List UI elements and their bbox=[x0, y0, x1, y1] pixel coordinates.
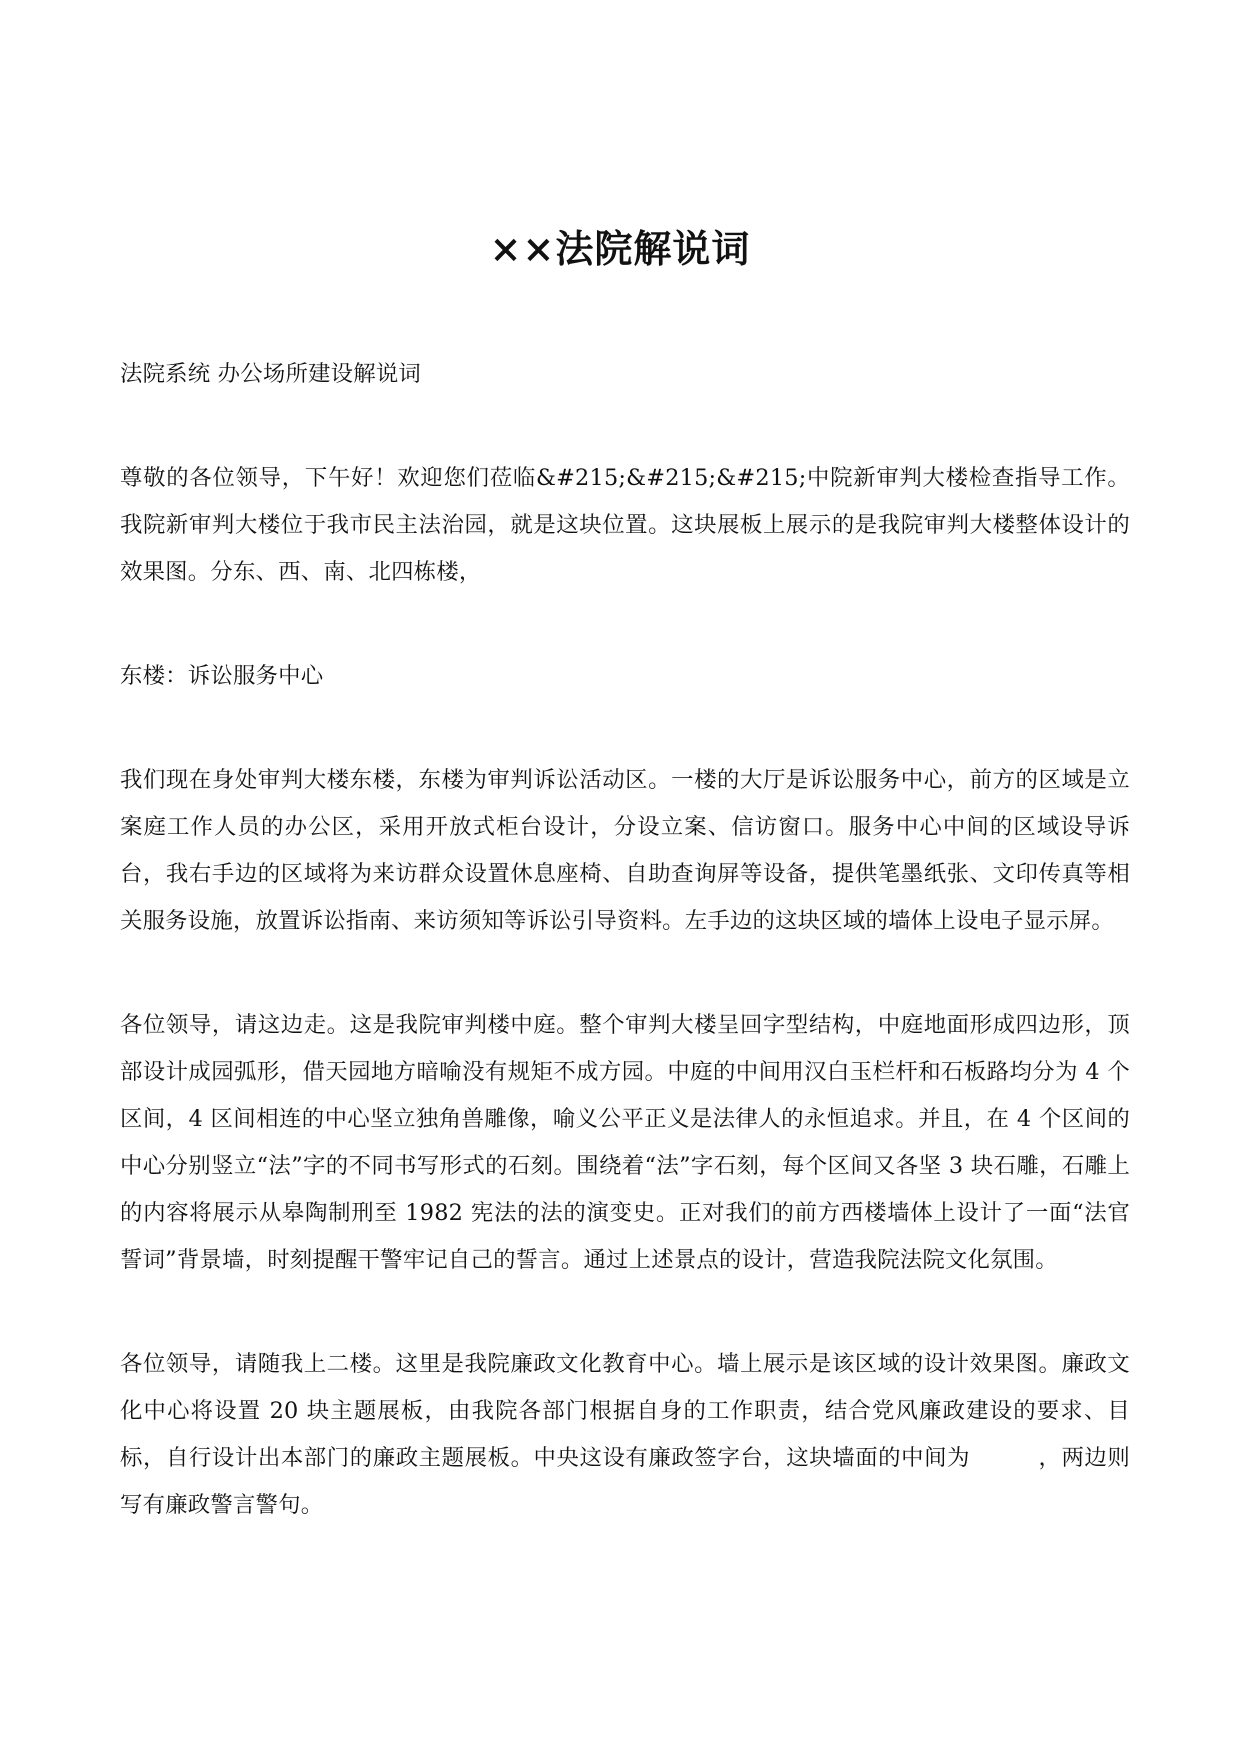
integrity-text-part-2: ，两边则写有廉政警言警句。 bbox=[120, 1445, 1130, 1518]
document-title: ××法院解说词 bbox=[489, 226, 751, 271]
paragraph-east-building-heading: 东楼：诉讼服务中心 bbox=[120, 663, 324, 689]
paragraph-courtyard: 各位领导，请这边走。这是我院审判楼中庭。整个审判大楼呈回字型结构，中庭地面形成四边形，顶部设计成园弧形，借天园地方暗喻没有规矩不成方园。中庭的中间用汉白玉栏杆和石板路均分为 4 个区间，4 区间相连的中心坚立独角兽雕像，喻义公平正义是法律人的永恒追求。并且，在 4 个区间的中心分别竖立“法”字的不同书写形式的石刻。围绕着“法”字石刻，每个区间又各坚 3 块石雕，石雕上的内容将展示从皋陶制刑至 1982 宪法的法的演变史。正对我们的前方西楼墙体上设计了一面“法官誓词”背景墙，时刻提醒干警牢记自己的誓言。通过上述景点的设计，营造我院法院文化氛围。 bbox=[120, 1012, 1130, 1273]
integrity-text-part-1: 各位领导，请随我上二楼。这里是我院廉政文化教育中心。墙上展示是该区域的设计效果图。廉政文化中心将设置 20 块主题展板，由我院各部门根据自身的工作职责，结合党风廉政建设的要求、目标，自行设计出本部门的廉政主题展板。中央这设有廉政签字台，这块墙面的中间为 bbox=[120, 1351, 1130, 1471]
subtitle-paragraph: 法院系统 办公场所建设解说词 bbox=[120, 361, 421, 387]
document-body bbox=[120, 351, 1130, 1529]
paragraph-integrity-center bbox=[120, 1341, 1130, 1529]
paragraph-east-building: 我们现在身处审判大楼东楼，东楼为审判诉讼活动区。一楼的大厅是诉讼服务中心，前方的区域是立案庭工作人员的办公区，采用开放式柜台设计，分设立案、信访窗口。服务中心中间的区域设导诉台，我右手边的区域将为来访群众设置休息座椅、自助查询屏等设备，提供笔墨纸张、文印传真等相关服务设施，放置诉讼指南、来访须知等诉讼引导资料。左手边的这块区域的墙体上设电子显示屏。 bbox=[120, 767, 1130, 934]
paragraph-welcome: 尊敬的各位领导，下午好！欢迎您们莅临&#215;&#215;&#215;中院新审判大楼检查指导工作。我院新审判大楼位于我市民主法治园，就是这块位置。这块展板上展示的是我院审判大楼整体设计的效果图。分东、西、南、北四栋楼， bbox=[120, 465, 1130, 585]
